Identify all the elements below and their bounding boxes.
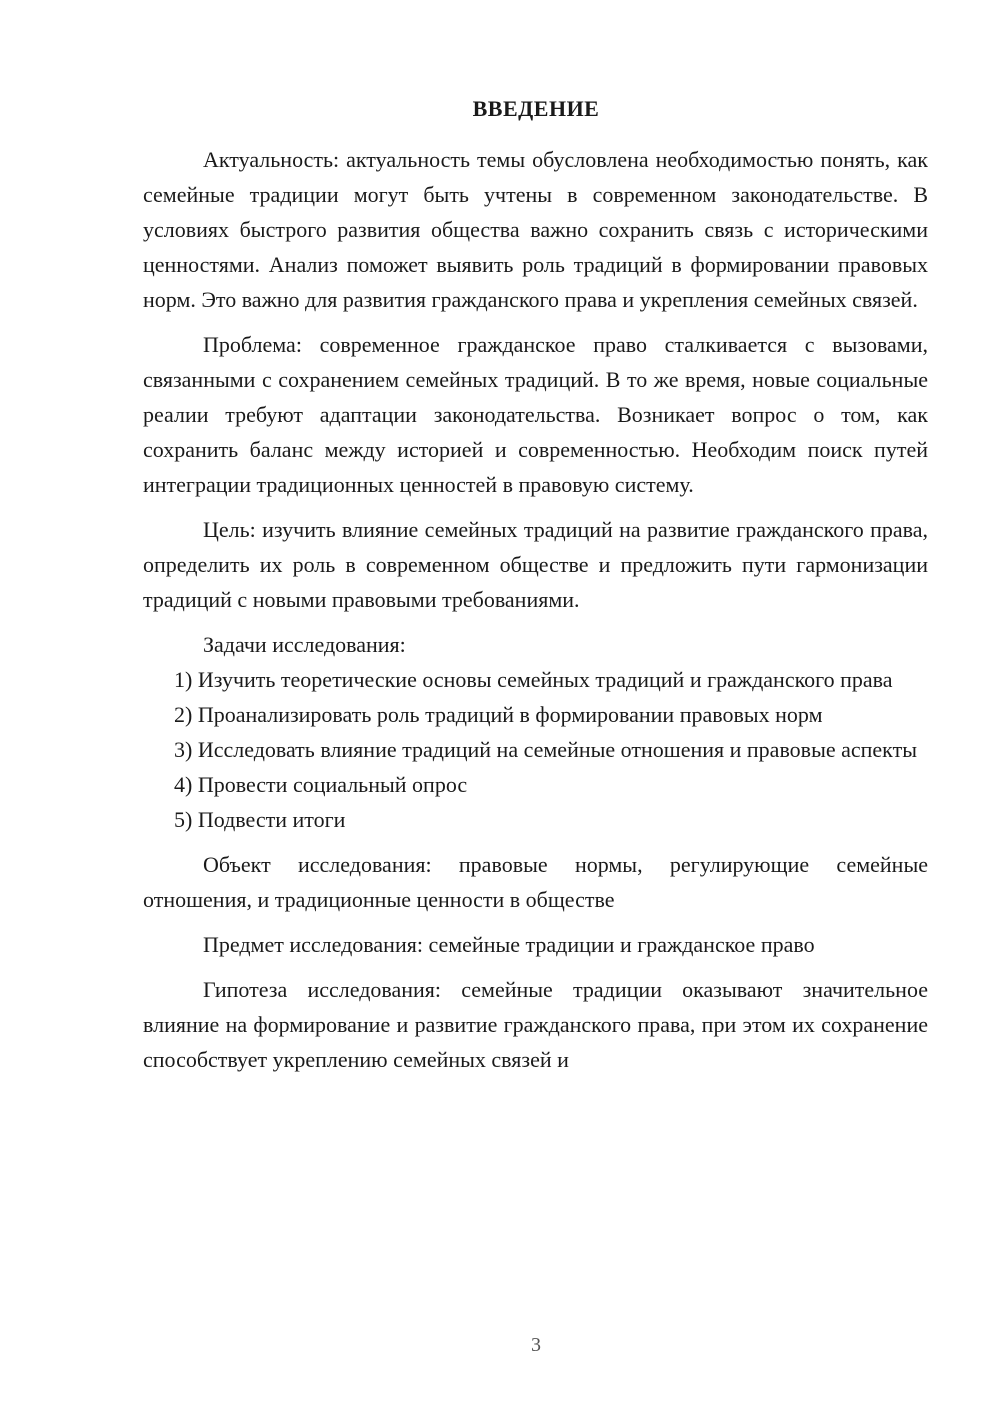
paragraph-tasks-heading: Задачи исследования: (203, 632, 406, 657)
task-item-1: 1) Изучить теоретические основы семейных традиций и гражданского права (174, 667, 893, 692)
task-item-3: 3) Исследовать влияние традиций на семейные отношения и правовые аспекты (174, 737, 917, 762)
page-number: 3 (531, 1334, 541, 1356)
paragraph-subject: Предмет исследования: семейные традиции и гражданское право (203, 932, 815, 957)
paragraph-hypothesis: Гипотеза исследования: семейные традиции оказывают значительное влияние на формирование и развитие гражданского права, при этом их сохранение способствует укреплению семейных связей и (143, 977, 928, 1072)
document-body (143, 142, 928, 1077)
paragraph-problem: Проблема: современное гражданское право сталкивается с вызовами, связанными с сохранением семейных традиций. В то же время, новые социальные реалии требуют адаптации законодательства. Возникает вопрос о том, как сохранить баланс между историей и современностью. Необходим поиск путей интеграции традиционных ценностей в правовую систему. (143, 332, 928, 497)
task-item-4: 4) Провести социальный опрос (174, 772, 468, 797)
paragraph-goal: Цель: изучить влияние семейных традиций на развитие гражданского права, определить их роль в современном обществе и предложить пути гармонизации традиций с новыми правовыми требованиями. (143, 517, 928, 612)
paragraph-relevance: Актуальность: актуальность темы обусловлена необходимостью понять, как семейные традиции могут быть учтены в современном законодательстве. В условиях быстрого развития общества важно сохранить связь с историческими ценностями. Анализ поможет выявить роль традиций в формировании правовых норм. Это важно для развития гражданского права и укрепления семейных связей. (143, 147, 928, 312)
task-item-5: 5) Подвести итоги (174, 807, 346, 832)
task-item-2: 2) Проанализировать роль традиций в формировании правовых норм (174, 702, 823, 727)
paragraph-object: Объект исследования: правовые нормы, регулирующие семейные отношения, и традиционные ценности в обществе (143, 852, 928, 912)
page-title: ВВЕДЕНИЕ (472, 96, 600, 121)
